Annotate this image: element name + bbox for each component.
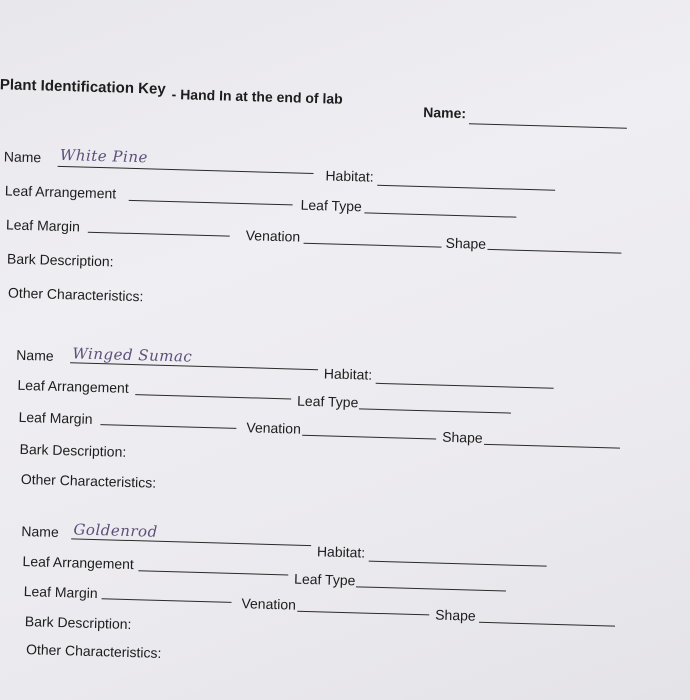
plant-name-field[interactable] — [70, 362, 318, 370]
leaf-type-label: Leaf Type — [293, 570, 356, 589]
leaf-margin-label: Leaf Margin — [23, 583, 98, 602]
leaf-arrangement-label: Leaf Arrangement — [22, 553, 135, 573]
venation-label: Venation — [245, 227, 301, 245]
student-name-label: Name: — [423, 104, 467, 122]
leaf-type-field[interactable] — [364, 212, 516, 217]
other-characteristics-label: Other Characteristics: — [25, 641, 162, 661]
venation-label: Venation — [246, 419, 302, 437]
name-label: Name — [16, 346, 54, 364]
leaf-arrangement-field[interactable] — [135, 394, 291, 399]
name-label: Name — [21, 522, 59, 541]
other-characteristics-label: Other Characteristics: — [7, 284, 144, 305]
leaf-type-label: Leaf Type — [300, 196, 363, 215]
habitat-label: Habitat: — [316, 543, 366, 561]
page-title: Plant Identification Key — [0, 76, 166, 98]
leaf-margin-field[interactable] — [88, 232, 230, 237]
leaf-margin-field[interactable] — [100, 424, 236, 429]
plant-name-field[interactable] — [71, 538, 311, 546]
page-subtitle: - Hand In at the end of lab — [171, 85, 343, 107]
leaf-arrangement-label: Leaf Arrangement — [17, 376, 129, 396]
plant-name-value: Winged Sumac — [72, 344, 193, 366]
venation-field[interactable] — [304, 243, 442, 248]
leaf-type-field[interactable] — [359, 408, 511, 413]
shape-field[interactable] — [487, 249, 621, 254]
habitat-field[interactable] — [377, 185, 555, 191]
worksheet-page — [0, 8, 690, 700]
other-characteristics-label: Other Characteristics: — [20, 470, 157, 491]
leaf-type-label: Leaf Type — [296, 392, 359, 411]
leaf-margin-label: Leaf Margin — [18, 408, 93, 427]
leaf-arrangement-field[interactable] — [129, 200, 293, 206]
leaf-arrangement-field[interactable] — [138, 570, 288, 575]
shape-label: Shape — [435, 606, 476, 624]
student-name-field[interactable] — [469, 123, 627, 128]
venation-label: Venation — [241, 595, 297, 613]
bark-description-label: Bark Description: — [24, 613, 132, 633]
plant-name-value: Goldenrod — [73, 520, 158, 541]
leaf-type-field[interactable] — [356, 586, 506, 591]
bark-description-label: Bark Description: — [6, 250, 114, 270]
habitat-field[interactable] — [376, 383, 554, 389]
habitat-label: Habitat: — [323, 365, 373, 383]
habitat-field[interactable] — [369, 561, 547, 567]
leaf-margin-field[interactable] — [102, 598, 232, 603]
shape-label: Shape — [445, 234, 487, 252]
plant-name-value: White Pine — [59, 145, 149, 167]
name-label: Name — [3, 148, 42, 166]
plant-name-field[interactable] — [58, 166, 314, 174]
shape-field[interactable] — [479, 622, 615, 627]
bark-description-label: Bark Description: — [19, 440, 127, 460]
shape-label: Shape — [441, 428, 483, 446]
venation-field[interactable] — [297, 611, 429, 616]
venation-field[interactable] — [302, 435, 436, 440]
leaf-arrangement-label: Leaf Arrangement — [4, 182, 117, 202]
habitat-label: Habitat: — [325, 167, 374, 185]
leaf-margin-label: Leaf Margin — [5, 216, 81, 235]
shape-field[interactable] — [484, 444, 620, 449]
